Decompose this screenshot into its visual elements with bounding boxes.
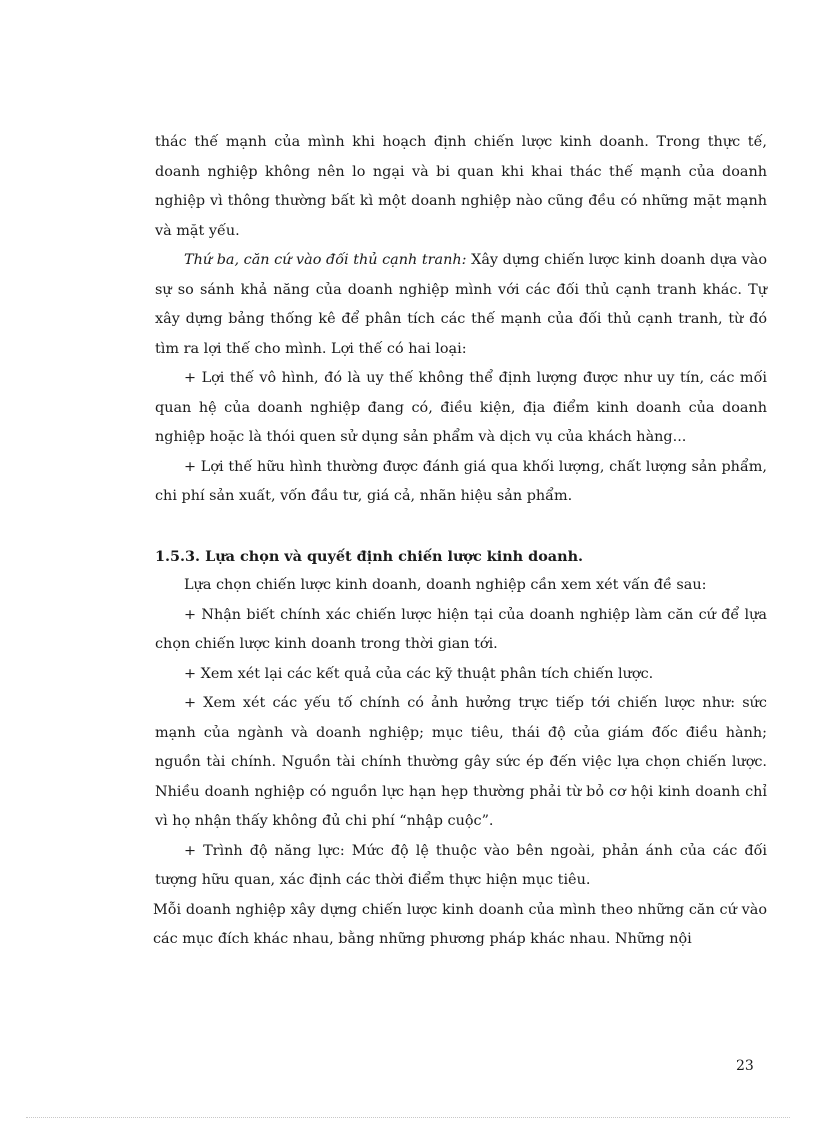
paragraph-competitor-text: Xây dựng chiến lược kinh doanh dựa vào sự so sánh khả năng của doanh nghiệp mình với các đối thủ cạnh tranh khác. Tự xây dựng bảng thống kê để phân tích các thế mạnh của đối thủ cạnh tranh, từ đó tìm ra lợi thế cho mình. Lợi thế có hai loại:	[155, 252, 767, 357]
paragraph-continuation: thác thế mạnh của mình khi hoạch định chiến lược kinh doanh. Trong thực tế, doanh nghiệp không nên lo ngại và bi quan khi khai thác thế mạnh của doanh nghiệp vì thông thường bất kì một doanh nghiệp nào cũng đều có những mặt mạnh và mặt yếu.	[155, 134, 767, 239]
page-body	[155, 128, 767, 955]
page-bottom-divider	[26, 1117, 790, 1118]
paragraph-capability-level: + Trình độ năng lực: Mức độ lệ thuộc vào bên ngoài, phản ánh của các đối tượng hữu quan, xác định các thời điểm thực hiện mục tiêu.	[155, 842, 767, 888]
paragraph-selection-intro: Lựa chọn chiến lược kinh doanh, doanh nghiệp cần xem xét vấn đề sau:	[184, 577, 707, 593]
paragraph-identify-strategy: + Nhận biết chính xác chiến lược hiện tại của doanh nghiệp làm căn cứ để lựa chọn chiến lược kinh doanh trong thời gian tới.	[155, 606, 767, 652]
paragraph-tangible-advantage: + Lợi thế hữu hình thường được đánh giá qua khối lượng, chất lượng sản phẩm, chi phí sản xuất, vốn đầu tư, giá cả, nhãn hiệu sản phẩm.	[155, 458, 767, 504]
paragraph-competitor-basis	[155, 246, 767, 364]
italic-lead-phrase: Thứ ba, căn cứ vào đối thủ cạnh tranh:	[184, 252, 467, 268]
paragraph-key-factors: + Xem xét các yếu tố chính có ảnh hưởng trực tiếp tới chiến lược như: sức mạnh của ngành và doanh nghiệp; mục tiêu, thái độ của giám đốc điều hành; nguồn tài chính. Nguồn tài chính thường gây sức ép đến việc lựa chọn chiến lược. Nhiều doanh nghiệp có nguồn lực hạn hẹp thường phải từ bỏ cơ hội kinh doanh chỉ vì họ nhận thấy không đủ chi phí “nhập cuộc”.	[155, 695, 767, 829]
paragraph-intangible-advantage: + Lợi thế vô hình, đó là uy thế không thể định lượng được như uy tín, các mối quan hệ của doanh nghiệp đang có, điều kiện, địa điểm kinh doanh của doanh nghiệp hoặc là thói quen sử dụng sản phẩm và dịch vụ của khách hàng...	[155, 370, 767, 445]
paragraph-closing: Mỗi doanh nghiệp xây dựng chiến lược kinh doanh của mình theo những căn cứ vào các mục đích khác nhau, bằng những phương pháp khác nhau. Những nội	[153, 901, 767, 947]
paragraph-review-results: + Xem xét lại các kết quả của các kỹ thuật phân tích chiến lược.	[184, 665, 654, 682]
section-heading: 1.5.3. Lựa chọn và quyết định chiến lược kinh doanh.	[155, 547, 584, 565]
page-number: 23	[736, 1058, 754, 1074]
